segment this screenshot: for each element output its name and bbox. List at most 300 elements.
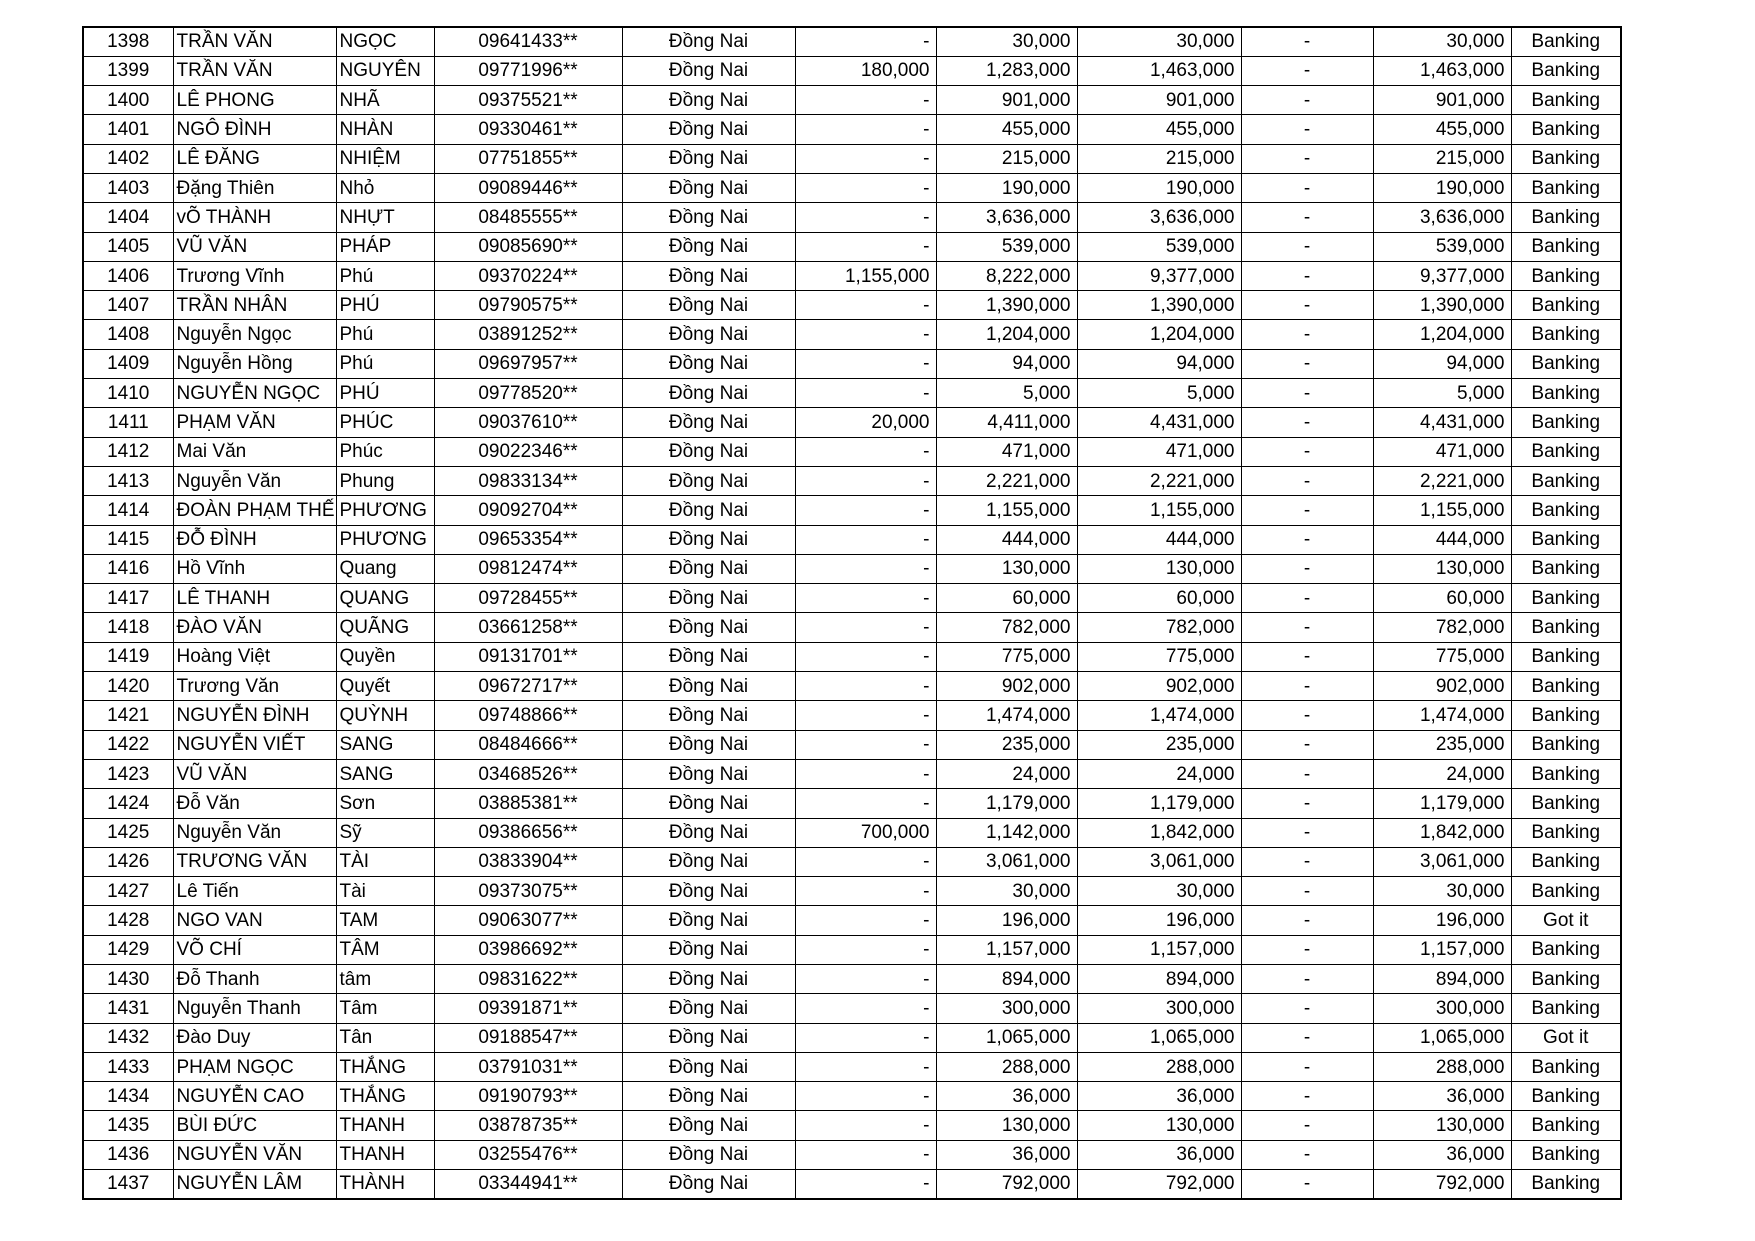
total-amount-cell: 1,065,000 — [1077, 1023, 1241, 1052]
province-cell: Đồng Nai — [622, 56, 795, 85]
deduction-cell: - — [1241, 379, 1373, 408]
row-number-cell: 1403 — [83, 173, 173, 202]
deduction-cell: - — [1241, 1140, 1373, 1169]
phone-number-cell: 03791031** — [434, 1052, 622, 1081]
amount-2-cell: 8,222,000 — [936, 261, 1077, 290]
first-name-cell: Sỹ — [336, 818, 434, 847]
first-name-cell: QUÃNG — [336, 613, 434, 642]
paid-amount-cell: 300,000 — [1373, 994, 1511, 1023]
amount-1-cell: - — [795, 1023, 936, 1052]
first-name-cell: QUANG — [336, 584, 434, 613]
deduction-cell: - — [1241, 437, 1373, 466]
deduction-cell: - — [1241, 115, 1373, 144]
paid-amount-cell: 1,842,000 — [1373, 818, 1511, 847]
payment-method-cell: Banking — [1511, 642, 1621, 671]
payment-method-cell: Banking — [1511, 789, 1621, 818]
row-number-cell: 1425 — [83, 818, 173, 847]
deduction-cell: - — [1241, 144, 1373, 173]
total-amount-cell: 1,474,000 — [1077, 701, 1241, 730]
province-cell: Đồng Nai — [622, 408, 795, 437]
last-name-cell: NGUYỄN VIẾT — [173, 730, 336, 759]
amount-1-cell: - — [795, 232, 936, 261]
row-number-cell: 1434 — [83, 1082, 173, 1111]
table-row — [83, 1052, 1621, 1081]
deduction-cell: - — [1241, 789, 1373, 818]
paid-amount-cell: 36,000 — [1373, 1082, 1511, 1111]
total-amount-cell: 4,431,000 — [1077, 408, 1241, 437]
phone-number-cell: 03878735** — [434, 1111, 622, 1140]
table-row — [83, 437, 1621, 466]
amount-2-cell: 215,000 — [936, 144, 1077, 173]
deduction-cell: - — [1241, 1082, 1373, 1111]
total-amount-cell: 130,000 — [1077, 1111, 1241, 1140]
phone-number-cell: 03344941** — [434, 1170, 622, 1199]
table-row — [83, 86, 1621, 115]
first-name-cell: PHÚ — [336, 379, 434, 408]
province-cell: Đồng Nai — [622, 1140, 795, 1169]
row-number-cell: 1424 — [83, 789, 173, 818]
province-cell: Đồng Nai — [622, 144, 795, 173]
last-name-cell: Trương Vĩnh — [173, 261, 336, 290]
deduction-cell: - — [1241, 818, 1373, 847]
table-row — [83, 554, 1621, 583]
deduction-cell: - — [1241, 1052, 1373, 1081]
phone-number-cell: 03891252** — [434, 320, 622, 349]
last-name-cell: VŨ VĂN — [173, 232, 336, 261]
amount-2-cell: 1,204,000 — [936, 320, 1077, 349]
total-amount-cell: 3,061,000 — [1077, 847, 1241, 876]
paid-amount-cell: 235,000 — [1373, 730, 1511, 759]
first-name-cell: TÀI — [336, 847, 434, 876]
amount-1-cell: - — [795, 1111, 936, 1140]
payment-method-cell: Banking — [1511, 818, 1621, 847]
paid-amount-cell: 30,000 — [1373, 877, 1511, 906]
first-name-cell: tâm — [336, 965, 434, 994]
paid-amount-cell: 539,000 — [1373, 232, 1511, 261]
deduction-cell: - — [1241, 642, 1373, 671]
last-name-cell: PHẠM VĂN — [173, 408, 336, 437]
row-number-cell: 1408 — [83, 320, 173, 349]
phone-number-cell: 09131701** — [434, 642, 622, 671]
phone-number-cell: 09391871** — [434, 994, 622, 1023]
payment-method-cell: Banking — [1511, 730, 1621, 759]
payment-method-cell: Banking — [1511, 349, 1621, 378]
row-number-cell: 1416 — [83, 554, 173, 583]
payment-method-cell: Banking — [1511, 554, 1621, 583]
total-amount-cell: 1,842,000 — [1077, 818, 1241, 847]
row-number-cell: 1415 — [83, 525, 173, 554]
province-cell: Đồng Nai — [622, 27, 795, 56]
first-name-cell: Quyết — [336, 672, 434, 701]
total-amount-cell: 5,000 — [1077, 379, 1241, 408]
amount-1-cell: - — [795, 672, 936, 701]
first-name-cell: Tân — [336, 1023, 434, 1052]
paid-amount-cell: 1,390,000 — [1373, 291, 1511, 320]
amount-2-cell: 3,636,000 — [936, 203, 1077, 232]
phone-number-cell: 09375521** — [434, 86, 622, 115]
last-name-cell: PHẠM NGỌC — [173, 1052, 336, 1081]
deduction-cell: - — [1241, 291, 1373, 320]
total-amount-cell: 1,155,000 — [1077, 496, 1241, 525]
province-cell: Đồng Nai — [622, 994, 795, 1023]
total-amount-cell: 130,000 — [1077, 554, 1241, 583]
deduction-cell: - — [1241, 56, 1373, 85]
paid-amount-cell: 1,155,000 — [1373, 496, 1511, 525]
first-name-cell: NGỌC — [336, 27, 434, 56]
province-cell: Đồng Nai — [622, 613, 795, 642]
deduction-cell: - — [1241, 1170, 1373, 1199]
amount-2-cell: 190,000 — [936, 173, 1077, 202]
amount-2-cell: 539,000 — [936, 232, 1077, 261]
table-row — [83, 173, 1621, 202]
amount-2-cell: 792,000 — [936, 1170, 1077, 1199]
table-row — [83, 613, 1621, 642]
table-row — [83, 818, 1621, 847]
row-number-cell: 1433 — [83, 1052, 173, 1081]
amount-1-cell: - — [795, 144, 936, 173]
table-row — [83, 320, 1621, 349]
paid-amount-cell: 3,061,000 — [1373, 847, 1511, 876]
amount-2-cell: 24,000 — [936, 759, 1077, 788]
paid-amount-cell: 94,000 — [1373, 349, 1511, 378]
province-cell: Đồng Nai — [622, 847, 795, 876]
amount-1-cell: - — [795, 701, 936, 730]
amount-1-cell: 700,000 — [795, 818, 936, 847]
row-number-cell: 1419 — [83, 642, 173, 671]
amount-1-cell: - — [795, 1140, 936, 1169]
row-number-cell: 1431 — [83, 994, 173, 1023]
payment-method-cell: Banking — [1511, 408, 1621, 437]
last-name-cell: ĐỖ ĐÌNH — [173, 525, 336, 554]
amount-1-cell: - — [795, 554, 936, 583]
first-name-cell: Quyền — [336, 642, 434, 671]
total-amount-cell: 1,204,000 — [1077, 320, 1241, 349]
paid-amount-cell: 36,000 — [1373, 1140, 1511, 1169]
table-row — [83, 261, 1621, 290]
phone-number-cell: 07751855** — [434, 144, 622, 173]
first-name-cell: Phú — [336, 349, 434, 378]
first-name-cell: Phú — [336, 320, 434, 349]
first-name-cell: Phung — [336, 466, 434, 495]
province-cell: Đồng Nai — [622, 906, 795, 935]
last-name-cell: Đặng Thiên — [173, 173, 336, 202]
table-row — [83, 525, 1621, 554]
table-row — [83, 1082, 1621, 1111]
first-name-cell: TAM — [336, 906, 434, 935]
row-number-cell: 1436 — [83, 1140, 173, 1169]
province-cell: Đồng Nai — [622, 466, 795, 495]
table-row — [83, 965, 1621, 994]
table-row — [83, 672, 1621, 701]
last-name-cell: Nguyễn Ngọc — [173, 320, 336, 349]
deduction-cell: - — [1241, 847, 1373, 876]
amount-1-cell: 1,155,000 — [795, 261, 936, 290]
paid-amount-cell: 1,065,000 — [1373, 1023, 1511, 1052]
paid-amount-cell: 30,000 — [1373, 27, 1511, 56]
table-row — [83, 466, 1621, 495]
total-amount-cell: 1,179,000 — [1077, 789, 1241, 818]
row-number-cell: 1426 — [83, 847, 173, 876]
paid-amount-cell: 1,204,000 — [1373, 320, 1511, 349]
phone-number-cell: 09370224** — [434, 261, 622, 290]
phone-number-cell: 09697957** — [434, 349, 622, 378]
table-row — [83, 56, 1621, 85]
province-cell: Đồng Nai — [622, 320, 795, 349]
paid-amount-cell: 190,000 — [1373, 173, 1511, 202]
total-amount-cell: 539,000 — [1077, 232, 1241, 261]
province-cell: Đồng Nai — [622, 291, 795, 320]
amount-1-cell: - — [795, 349, 936, 378]
row-number-cell: 1410 — [83, 379, 173, 408]
amount-2-cell: 444,000 — [936, 525, 1077, 554]
amount-2-cell: 288,000 — [936, 1052, 1077, 1081]
deduction-cell: - — [1241, 86, 1373, 115]
phone-number-cell: 09728455** — [434, 584, 622, 613]
last-name-cell: ĐÀO VĂN — [173, 613, 336, 642]
province-cell: Đồng Nai — [622, 642, 795, 671]
last-name-cell: Hoàng Việt — [173, 642, 336, 671]
province-cell: Đồng Nai — [622, 437, 795, 466]
table-row — [83, 701, 1621, 730]
amount-1-cell: - — [795, 1052, 936, 1081]
table-row — [83, 1140, 1621, 1169]
total-amount-cell: 36,000 — [1077, 1140, 1241, 1169]
total-amount-cell: 9,377,000 — [1077, 261, 1241, 290]
payment-method-cell: Banking — [1511, 56, 1621, 85]
deduction-cell: - — [1241, 466, 1373, 495]
deduction-cell: - — [1241, 672, 1373, 701]
phone-number-cell: 09833134** — [434, 466, 622, 495]
table-row — [83, 232, 1621, 261]
deduction-cell: - — [1241, 994, 1373, 1023]
paid-amount-cell: 455,000 — [1373, 115, 1511, 144]
phone-number-cell: 03661258** — [434, 613, 622, 642]
table-row — [83, 1170, 1621, 1199]
province-cell: Đồng Nai — [622, 584, 795, 613]
phone-number-cell: 09778520** — [434, 379, 622, 408]
row-number-cell: 1429 — [83, 935, 173, 964]
amount-1-cell: - — [795, 613, 936, 642]
province-cell: Đồng Nai — [622, 115, 795, 144]
deduction-cell: - — [1241, 730, 1373, 759]
paid-amount-cell: 130,000 — [1373, 554, 1511, 583]
last-name-cell: Nguyễn Văn — [173, 818, 336, 847]
table-row — [83, 291, 1621, 320]
province-cell: Đồng Nai — [622, 759, 795, 788]
first-name-cell: PHƯƠNG — [336, 496, 434, 525]
province-cell: Đồng Nai — [622, 730, 795, 759]
deduction-cell: - — [1241, 349, 1373, 378]
deduction-cell: - — [1241, 584, 1373, 613]
deduction-cell: - — [1241, 525, 1373, 554]
payment-method-cell: Got it — [1511, 906, 1621, 935]
paid-amount-cell: 782,000 — [1373, 613, 1511, 642]
amount-2-cell: 30,000 — [936, 877, 1077, 906]
payment-method-cell: Banking — [1511, 847, 1621, 876]
amount-1-cell: - — [795, 730, 936, 759]
province-cell: Đồng Nai — [622, 554, 795, 583]
phone-number-cell: 09037610** — [434, 408, 622, 437]
first-name-cell: NHÀN — [336, 115, 434, 144]
amount-1-cell: - — [795, 906, 936, 935]
paid-amount-cell: 792,000 — [1373, 1170, 1511, 1199]
last-name-cell: LÊ ĐĂNG — [173, 144, 336, 173]
amount-2-cell: 235,000 — [936, 730, 1077, 759]
payment-method-cell: Banking — [1511, 1082, 1621, 1111]
phone-number-cell: 03255476** — [434, 1140, 622, 1169]
first-name-cell: SANG — [336, 759, 434, 788]
phone-number-cell: 09641433** — [434, 27, 622, 56]
payout-table — [82, 26, 1622, 1200]
province-cell: Đồng Nai — [622, 818, 795, 847]
row-number-cell: 1417 — [83, 584, 173, 613]
paid-amount-cell: 444,000 — [1373, 525, 1511, 554]
table-row — [83, 789, 1621, 818]
amount-1-cell: - — [795, 291, 936, 320]
amount-1-cell: 20,000 — [795, 408, 936, 437]
amount-1-cell: - — [795, 27, 936, 56]
first-name-cell: NHỰT — [336, 203, 434, 232]
amount-2-cell: 1,142,000 — [936, 818, 1077, 847]
amount-2-cell: 1,065,000 — [936, 1023, 1077, 1052]
first-name-cell: Tài — [336, 877, 434, 906]
payment-method-cell: Banking — [1511, 994, 1621, 1023]
total-amount-cell: 3,636,000 — [1077, 203, 1241, 232]
table-row — [83, 203, 1621, 232]
first-name-cell: TÂM — [336, 935, 434, 964]
province-cell: Đồng Nai — [622, 1023, 795, 1052]
payment-method-cell: Banking — [1511, 672, 1621, 701]
amount-1-cell: - — [795, 789, 936, 818]
amount-2-cell: 36,000 — [936, 1140, 1077, 1169]
paid-amount-cell: 1,179,000 — [1373, 789, 1511, 818]
total-amount-cell: 471,000 — [1077, 437, 1241, 466]
deduction-cell: - — [1241, 1023, 1373, 1052]
payment-method-cell: Banking — [1511, 877, 1621, 906]
phone-number-cell: 08485555** — [434, 203, 622, 232]
first-name-cell: Tâm — [336, 994, 434, 1023]
province-cell: Đồng Nai — [622, 173, 795, 202]
amount-1-cell: - — [795, 173, 936, 202]
total-amount-cell: 235,000 — [1077, 730, 1241, 759]
deduction-cell: - — [1241, 203, 1373, 232]
total-amount-cell: 30,000 — [1077, 877, 1241, 906]
row-number-cell: 1423 — [83, 759, 173, 788]
phone-number-cell: 09653354** — [434, 525, 622, 554]
amount-1-cell: - — [795, 437, 936, 466]
table-body — [83, 27, 1621, 1199]
amount-1-cell: - — [795, 466, 936, 495]
last-name-cell: NGO VAN — [173, 906, 336, 935]
first-name-cell: THẮNG — [336, 1082, 434, 1111]
last-name-cell: Mai Văn — [173, 437, 336, 466]
total-amount-cell: 775,000 — [1077, 642, 1241, 671]
row-number-cell: 1399 — [83, 56, 173, 85]
row-number-cell: 1405 — [83, 232, 173, 261]
province-cell: Đồng Nai — [622, 261, 795, 290]
payment-method-cell: Banking — [1511, 701, 1621, 730]
phone-number-cell: 09092704** — [434, 496, 622, 525]
amount-2-cell: 1,474,000 — [936, 701, 1077, 730]
paid-amount-cell: 902,000 — [1373, 672, 1511, 701]
payment-method-cell: Banking — [1511, 496, 1621, 525]
row-number-cell: 1401 — [83, 115, 173, 144]
row-number-cell: 1407 — [83, 291, 173, 320]
first-name-cell: THÀNH — [336, 1170, 434, 1199]
phone-number-cell: 09790575** — [434, 291, 622, 320]
first-name-cell: PHƯƠNG — [336, 525, 434, 554]
amount-1-cell: - — [795, 642, 936, 671]
deduction-cell: - — [1241, 320, 1373, 349]
payment-method-cell: Banking — [1511, 466, 1621, 495]
row-number-cell: 1411 — [83, 408, 173, 437]
table-row — [83, 759, 1621, 788]
amount-1-cell: - — [795, 525, 936, 554]
last-name-cell: Nguyễn Thanh — [173, 994, 336, 1023]
paid-amount-cell: 2,221,000 — [1373, 466, 1511, 495]
total-amount-cell: 782,000 — [1077, 613, 1241, 642]
total-amount-cell: 215,000 — [1077, 144, 1241, 173]
province-cell: Đồng Nai — [622, 1111, 795, 1140]
last-name-cell: Lê Tiến — [173, 877, 336, 906]
phone-number-cell: 03468526** — [434, 759, 622, 788]
first-name-cell: Sơn — [336, 789, 434, 818]
province-cell: Đồng Nai — [622, 965, 795, 994]
amount-1-cell: 180,000 — [795, 56, 936, 85]
amount-2-cell: 1,157,000 — [936, 935, 1077, 964]
payment-method-cell: Banking — [1511, 291, 1621, 320]
table-row — [83, 847, 1621, 876]
deduction-cell: - — [1241, 232, 1373, 261]
first-name-cell: QUỲNH — [336, 701, 434, 730]
province-cell: Đồng Nai — [622, 86, 795, 115]
last-name-cell: TRẦN NHÂN — [173, 291, 336, 320]
province-cell: Đồng Nai — [622, 232, 795, 261]
last-name-cell: NGUYỄN ĐÌNH — [173, 701, 336, 730]
payment-method-cell: Banking — [1511, 584, 1621, 613]
total-amount-cell: 2,221,000 — [1077, 466, 1241, 495]
amount-2-cell: 5,000 — [936, 379, 1077, 408]
paid-amount-cell: 1,474,000 — [1373, 701, 1511, 730]
total-amount-cell: 196,000 — [1077, 906, 1241, 935]
last-name-cell: TRẦN VĂN — [173, 27, 336, 56]
last-name-cell: Đỗ Thanh — [173, 965, 336, 994]
table-row — [83, 144, 1621, 173]
amount-1-cell: - — [795, 203, 936, 232]
last-name-cell: Đào Duy — [173, 1023, 336, 1052]
amount-1-cell: - — [795, 115, 936, 144]
province-cell: Đồng Nai — [622, 1170, 795, 1199]
phone-number-cell: 03885381** — [434, 789, 622, 818]
phone-number-cell: 09063077** — [434, 906, 622, 935]
amount-2-cell: 1,155,000 — [936, 496, 1077, 525]
phone-number-cell: 09330461** — [434, 115, 622, 144]
row-number-cell: 1409 — [83, 349, 173, 378]
province-cell: Đồng Nai — [622, 877, 795, 906]
paid-amount-cell: 24,000 — [1373, 759, 1511, 788]
row-number-cell: 1406 — [83, 261, 173, 290]
payment-method-cell: Got it — [1511, 1023, 1621, 1052]
total-amount-cell: 444,000 — [1077, 525, 1241, 554]
amount-1-cell: - — [795, 86, 936, 115]
amount-2-cell: 455,000 — [936, 115, 1077, 144]
province-cell: Đồng Nai — [622, 672, 795, 701]
total-amount-cell: 190,000 — [1077, 173, 1241, 202]
payment-method-cell: Banking — [1511, 437, 1621, 466]
paid-amount-cell: 130,000 — [1373, 1111, 1511, 1140]
first-name-cell: THẮNG — [336, 1052, 434, 1081]
deduction-cell: - — [1241, 965, 1373, 994]
